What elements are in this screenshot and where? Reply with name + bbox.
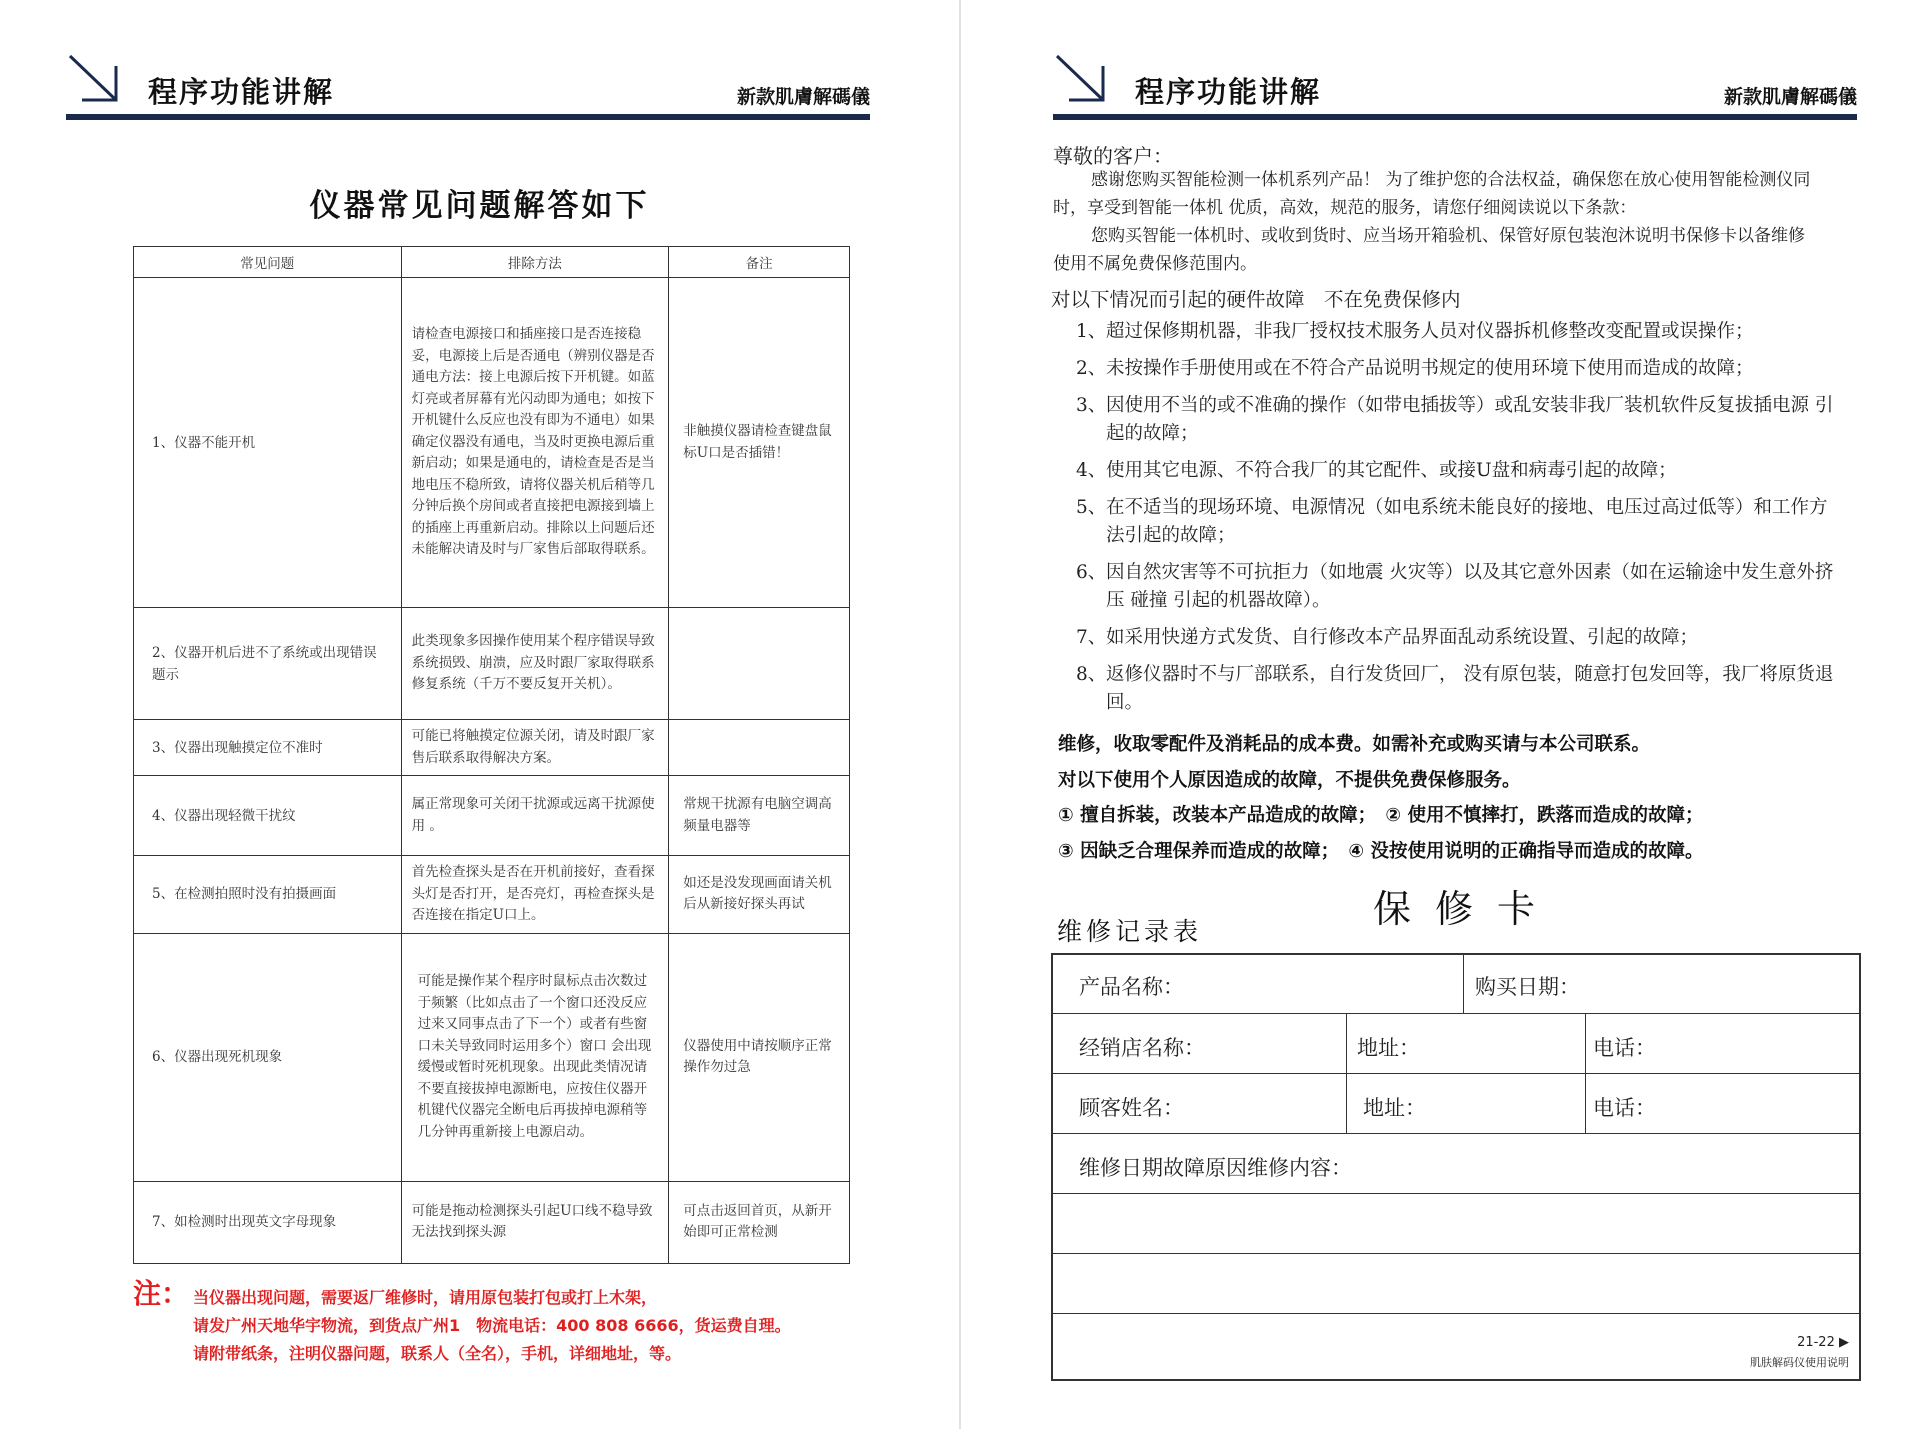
right-header	[1053, 52, 1857, 124]
list-item: 3、 因使用不当的或不准确的操作（如带电插拔等）或乱安装非我厂装机软件反复拔插电源 引起的故障；	[1076, 395, 1834, 444]
col-note: 备注	[669, 247, 850, 278]
personal-fault-heading: 对以下使用个人原因造成的故障，不提供免费保修服务。	[1058, 770, 1521, 791]
faq-note: 常规干扰源有电脑空调高频量电器等	[669, 776, 850, 856]
table-row	[134, 608, 850, 720]
notice-mark: 注：	[133, 1277, 190, 1310]
faq-title: 仪器常见问题解答如下	[309, 188, 650, 224]
customer-phone-field[interactable]: 电话：	[1593, 1096, 1656, 1120]
faq-question: 2、仪器开机后进不了系统或出现错误题示	[134, 608, 402, 720]
warranty-form	[1051, 953, 1861, 1381]
customer-address-field[interactable]: 地址：	[1363, 1096, 1426, 1120]
notice-line: 当仪器出现问题，需要返厂维修时，请用原包装打包或打上木架，	[193, 1288, 658, 1307]
right-page	[961, 0, 1920, 1429]
left-page	[0, 0, 959, 1429]
personal-fault-line-1: ① 擅自拆装，改装本产品造成的故障； ② 使用不慎摔打，跌落而造成的故障；	[1058, 805, 1704, 826]
faq-question: 6、仪器出现死机现象	[134, 933, 402, 1181]
repair-cost-line: 维修，收取零配件及消耗品的成本费。如需补充或购买请与本公司联系。	[1058, 734, 1651, 755]
intro-paragraph: 感谢您购买智能检测一体机系列产品！ 为了维护您的合法权益，确保您在放心使用智能检测仪同时，享受到智能一体机 优质，高效，规范的服务，请您仔细阅读说以下条款：	[1053, 170, 1811, 218]
next-arrow-icon: ▶	[1839, 1335, 1849, 1350]
greeting: 尊敬的客户：	[1053, 144, 1173, 168]
notice-line: 请附带纸条，注明仪器问题，联系人（全名），手机，详细地址，等。	[193, 1344, 682, 1363]
col-question: 常见问题	[134, 247, 402, 278]
faq-note	[669, 720, 850, 776]
faq-solution: 此类现象多因操作使用某个程序错误导致系统损毁、崩溃，应及时跟厂家取得联系修复系统（千万不要反复开关机）。	[401, 608, 669, 720]
section-heading: 对以下情况而引起的硬件故障 不在免费保修内	[1051, 288, 1461, 311]
list-item: 5、 在不适当的现场环境、电源情况（如电系统未能良好的接地、电压过高过低等）和工作方法引起的故障；	[1076, 497, 1828, 546]
header-rule	[1053, 114, 1857, 120]
faq-solution: 首先检查探头是否在开机前接好，查看探头灯是否打开，是否亮灯，再检查探头是否连接在指定U口上。	[401, 856, 669, 934]
left-header	[66, 52, 870, 124]
dealer-name-field[interactable]: 经销店名称：	[1079, 1036, 1205, 1060]
faq-solution: 可能已将触摸定位源关闭，请及时跟厂家售后联系取得解决方案。	[401, 720, 669, 776]
warranty-card-title: 保修卡	[1373, 887, 1560, 931]
faq-note	[669, 608, 850, 720]
list-item: 7、 如采用快递方式发货、自行修改本产品界面乱动系统设置、引起的故障；	[1076, 627, 1699, 648]
list-item: 8、 返修仪器时不与厂部联系，自行发货回厂， 没有原包装，随意打包发回等，我厂将原货退回。	[1076, 664, 1834, 713]
col-solution: 排除方法	[401, 247, 669, 278]
repair-record-field[interactable]: 维修日期故障原因维修内容：	[1079, 1156, 1352, 1180]
faq-note: 可点击返回首页，从新开始即可正常检测	[669, 1181, 850, 1263]
repair-record-title: 维修记录表	[1057, 917, 1203, 946]
product-name-field[interactable]: 产品名称：	[1079, 975, 1184, 999]
header-title: 程序功能讲解	[148, 75, 335, 109]
faq-question: 1、仪器不能开机	[134, 278, 402, 608]
faq-note: 如还是没发现画面请关机后从新接好探头再试	[669, 856, 850, 934]
table-row	[134, 278, 850, 608]
arrow-down-right-icon	[1053, 52, 1113, 110]
arrow-down-right-icon	[66, 52, 126, 110]
faq-solution: 可能是操作某个程序时鼠标点击次数过于频繁（比如点击了一个窗口还没反应过来又同事点击了下一个）或者有些窗口未关导致同时运用多个）窗口 会出现缓慢或暂时死机现象。出现此类情况请不要直接拔掉电源断电，应按住仪器开机键代仪器完全断电后再拔掉电源稍等几分钟再重新接上电源启动。	[401, 933, 669, 1181]
faq-solution: 可能是拖动检测探头引起U口线不稳导致无法找到探头源	[401, 1181, 669, 1263]
table-row	[134, 856, 850, 934]
customer-name-field[interactable]: 顾客姓名：	[1079, 1096, 1184, 1120]
list-item: 6、 因自然灾害等不可抗拒力（如地震 火灾等）以及其它意外因素（如在运输途中发生意外挤压 碰撞 引起的机器故障）。	[1076, 562, 1834, 611]
faq-question: 4、仪器出现轻微干扰纹	[134, 776, 402, 856]
notice-line: 请发广州天地华宇物流，到货点广州1 物流电话：400 808 6666，货运费自理。	[193, 1316, 791, 1335]
personal-fault-line-2: ③ 因缺乏合理保养而造成的故障； ④ 没按使用说明的正确指导而造成的故障。	[1058, 841, 1704, 862]
table-row	[134, 1181, 850, 1263]
faq-question: 5、在检测拍照时没有拍摄画面	[134, 856, 402, 934]
table-row	[134, 720, 850, 776]
page-footer	[1750, 1335, 1849, 1370]
header-brand: 新款肌膚解碼儀	[1723, 86, 1857, 108]
purchase-date-field[interactable]: 购买日期：	[1475, 975, 1580, 999]
faq-question: 7、如检测时出现英文字母现象	[134, 1181, 402, 1263]
dealer-address-field[interactable]: 地址：	[1357, 1036, 1420, 1060]
page-number: 21-22	[1797, 1335, 1835, 1350]
faq-header-row	[134, 247, 850, 278]
header-brand: 新款肌膚解碼儀	[736, 86, 870, 108]
exclusion-list	[1076, 318, 1836, 726]
faq-solution: 属正常现象可关闭干扰源或远离干扰源使用 。	[401, 776, 669, 856]
faq-note: 非触摸仪器请检查键盘鼠标U口是否插错！	[669, 278, 850, 608]
faq-solution: 请检查电源接口和插座接口是否连接稳妥，电源接上后是否通电（辨别仪器是否通电方法：接上电源后按下开机键。如蓝灯亮或者屏幕有光闪动即为通电；如按下开机键什么反应也没有即为不通电）如果确定仪器没有通电，当及时更换电源后重新启动；如果是通电的，请检查是否是当地电压不稳所致，请将仪器关机后稍等几分钟后换个房间或者直接把电源接到墙上的插座上再重新启动。排除以上问题后还未能解决请及时与厂家售后部取得联系。	[401, 278, 669, 608]
unboxing-paragraph: 您购买智能一体机时、或收到货时、应当场开箱验机、保管好原包装泡沐说明书保修卡以备维修使用不属免费保修范围内。	[1053, 226, 1805, 274]
faq-question: 3、仪器出现触摸定位不准时	[134, 720, 402, 776]
footer-caption: 肌肤解码仪使用说明	[1750, 1356, 1849, 1369]
header-rule	[66, 114, 870, 120]
header-title: 程序功能讲解	[1135, 75, 1322, 109]
faq-note: 仪器使用中请按顺序正常操作勿过急	[669, 933, 850, 1181]
table-row	[134, 933, 850, 1181]
list-item: 4、 使用其它电源、不符合我厂的其它配件、或接U盘和病毒引起的故障；	[1076, 460, 1677, 481]
dealer-phone-field[interactable]: 电话：	[1593, 1036, 1656, 1060]
list-item: 1、 超过保修期机器，非我厂授权技术服务人员对仪器拆机修整改变配置或误操作；	[1076, 321, 1754, 342]
list-item: 2、 未按操作手册使用或在不符合产品说明书规定的使用环境下使用而造成的故障；	[1076, 358, 1754, 379]
table-row	[134, 776, 850, 856]
faq-table	[133, 246, 850, 1264]
